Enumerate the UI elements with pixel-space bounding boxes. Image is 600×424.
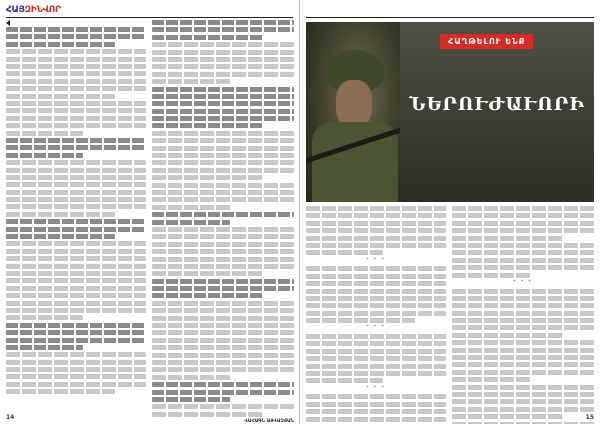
lead-paragraph bbox=[6, 20, 146, 27]
article-column-2 bbox=[152, 20, 294, 424]
separator: * * * bbox=[513, 279, 533, 285]
author-signature: ՎԱՀԱԳՆ ԱՅՎԱԶՅԱՆ bbox=[244, 419, 294, 424]
separator: * * * bbox=[366, 325, 386, 331]
page-footer bbox=[6, 414, 293, 421]
header-rule bbox=[306, 17, 594, 18]
headline-block bbox=[400, 22, 594, 202]
right-page bbox=[300, 0, 600, 424]
soldier-photo bbox=[306, 22, 400, 202]
headline: ՆԵՐՈՒԺԱՒՈՐԻ bbox=[409, 94, 585, 115]
page-number: 15 bbox=[585, 414, 594, 421]
separator: * * * bbox=[366, 257, 386, 263]
arrow-left-icon bbox=[6, 20, 10, 26]
page-header bbox=[6, 4, 293, 16]
page-header bbox=[306, 4, 594, 16]
header-rule bbox=[6, 17, 293, 18]
section-kicker: ՀԱՂԹԵԼՈՒ ԵՆՔ bbox=[440, 34, 533, 49]
article-column-1 bbox=[6, 20, 146, 397]
magazine-logo: ՀԱՅԶԻՆՎՈՐ bbox=[6, 5, 61, 15]
separator: * * * bbox=[366, 385, 386, 391]
article-column-3 bbox=[306, 206, 446, 424]
page-number: 14 bbox=[6, 414, 15, 421]
article-column-4 bbox=[452, 206, 594, 424]
page-footer bbox=[306, 414, 594, 421]
